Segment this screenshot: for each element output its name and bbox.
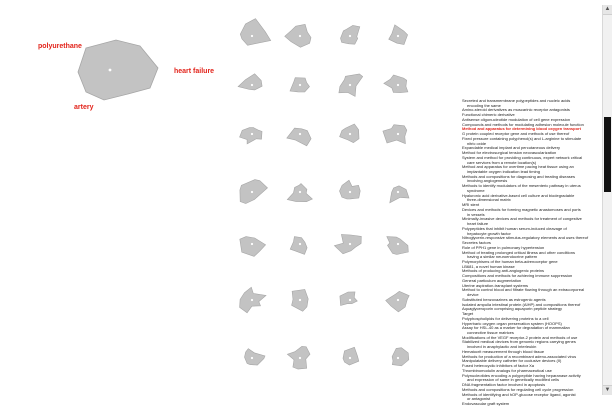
- patent-title-list: [462, 99, 608, 407]
- blob-outline: [390, 186, 409, 203]
- blob-shape[interactable]: [383, 125, 407, 144]
- patent-title-item[interactable]: nitric oxide: [467, 141, 487, 146]
- scrollbar-thumb[interactable]: [604, 117, 611, 192]
- blob-dot: [299, 299, 301, 301]
- patent-title-item[interactable]: Target: [462, 312, 474, 317]
- blob-shape[interactable]: [240, 237, 266, 257]
- patent-title-item[interactable]: Polypeptides that inhibit human serum-induced cleavage of: [462, 226, 567, 231]
- blob-dot: [251, 84, 253, 86]
- blob-dot: [251, 299, 253, 301]
- blob-outline: [386, 291, 410, 312]
- blob-dot: [299, 133, 301, 135]
- patent-title-item[interactable]: encoding the same: [467, 103, 501, 108]
- blob-outline: [340, 292, 357, 306]
- blob-shape[interactable]: [343, 347, 359, 365]
- patent-title-item[interactable]: Functional chimeric derivative: [462, 113, 515, 118]
- blob-shape[interactable]: [287, 184, 312, 202]
- patent-title-item[interactable]: Compositions and methods for achieving immune suppression: [462, 274, 573, 279]
- patent-title-item[interactable]: Compounds and methods for modulating adhesion molecule function: [462, 122, 584, 127]
- blob-dot: [397, 357, 399, 359]
- blob-shape[interactable]: [389, 25, 408, 45]
- blob-outline: [384, 75, 408, 93]
- patent-title-item[interactable]: Secreted and transmembrane polypeptides and nucleic acids: [462, 99, 571, 103]
- blob-outline: [340, 180, 361, 199]
- blob-outline: [245, 349, 266, 366]
- keyword-polyurethane[interactable]: polyurethane: [38, 43, 82, 50]
- selected-blob[interactable]: [78, 40, 158, 100]
- patent-title-item[interactable]: having a similar neuroendocrine pattern: [467, 255, 538, 260]
- patent-title-item[interactable]: hepatocyte growth factor: [467, 231, 511, 236]
- patent-title-item[interactable]: Polyphospholipids for delivering proteins to a cell: [462, 316, 549, 321]
- blob-dot: [299, 84, 301, 86]
- patent-title-item[interactable]: Method and apparatus for determining blood oxygen transport: [462, 127, 581, 132]
- blob-shape[interactable]: [339, 74, 363, 97]
- patent-title-item[interactable]: General particulum augmentation: [462, 278, 522, 283]
- patent-title-item[interactable]: implantable oxygen indication lead timing: [467, 170, 540, 175]
- blob-dot: [397, 35, 399, 37]
- patent-title-item[interactable]: Substituted benzoxazines as estrogenic agents: [462, 297, 546, 302]
- patent-title-item[interactable]: MRI stent: [462, 203, 480, 208]
- blob-shape[interactable]: [392, 348, 409, 366]
- blob-dot: [251, 357, 253, 359]
- patent-title-item[interactable]: DNA fragmentation factor involved in apoptosis: [462, 383, 546, 388]
- blob-shape[interactable]: [340, 292, 357, 306]
- blob-outline: [285, 24, 311, 47]
- patent-title-item[interactable]: Fixed pressure containing polyphenol(s) and L-arginine to stimulate: [462, 136, 582, 141]
- patent-title-item[interactable]: device: [467, 293, 479, 298]
- patent-title-item[interactable]: Isolated ampulla intestinal protein (AIHP) and compositions thereof: [462, 302, 581, 307]
- blob-shape[interactable]: [240, 180, 268, 204]
- patent-title-item[interactable]: Antisense oligonucleotide modulation of cell gene expression: [462, 117, 571, 122]
- patent-title-item[interactable]: Method of treating prolonged critical illness and other conditions: [462, 250, 575, 255]
- up-arrow-icon[interactable]: ▲: [603, 5, 612, 15]
- patent-title-item[interactable]: Hyaluronic acid derivative-based cell culture and biodegradable: [462, 193, 575, 198]
- blob-dot: [349, 243, 351, 245]
- blob-shape[interactable]: [240, 287, 266, 313]
- blob-outline: [387, 237, 409, 255]
- vertical-scrollbar[interactable]: [602, 5, 612, 395]
- patent-title-item[interactable]: Assay for HSL-40 as a marker for degradation of mammalian: [462, 326, 570, 331]
- patent-title-item[interactable]: Devices and methods for forming magnetic anastomoses and ports: [462, 207, 581, 212]
- blob-outline: [389, 25, 408, 45]
- blob-dot: [299, 243, 301, 245]
- patent-title-item[interactable]: in vessels: [467, 212, 485, 217]
- patent-title-item[interactable]: Methods of producing anti-angiogenic proteins: [462, 269, 545, 274]
- patent-title-item[interactable]: Method and apparatus for overtime pacing heat tissue using an: [462, 165, 574, 170]
- blob-dot: [349, 84, 351, 86]
- patent-title-item[interactable]: Thrombinomodulin analogs for pharmaceutical use: [462, 368, 552, 373]
- blob-dot: [349, 35, 351, 37]
- patent-title-item[interactable]: Polynucleotides encoding a polypeptide having heparanase activity: [462, 373, 581, 378]
- patent-title-item[interactable]: Method for electrosurgical tension neovascularization: [462, 151, 557, 156]
- blob-dot: [349, 133, 351, 135]
- patent-title-item[interactable]: connective tissue matrices: [467, 330, 514, 335]
- blob-shape[interactable]: [386, 291, 410, 312]
- blob-outline: [287, 346, 310, 369]
- blob-dot: [349, 191, 351, 193]
- blob-outline: [383, 125, 407, 144]
- blob-shape[interactable]: [238, 74, 262, 90]
- patent-title-item[interactable]: Manipulatable delivery catheter for occlusive devices (II): [462, 359, 562, 364]
- blob-outline: [343, 347, 359, 365]
- blob-dot: [299, 357, 301, 359]
- keyword-heart-failure[interactable]: heart failure: [174, 68, 215, 75]
- blob-dot: [349, 357, 351, 359]
- blob-shape[interactable]: [340, 180, 361, 199]
- patent-title-item[interactable]: Hematocrit measurement through blood tissue: [462, 349, 545, 354]
- patent-title-item[interactable]: heart failure: [467, 222, 489, 227]
- patent-title-item[interactable]: Polymorphisms of the human beta-adrenoceptor gene: [462, 259, 558, 264]
- keyword-artery[interactable]: artery: [74, 104, 94, 111]
- patent-title-item[interactable]: Hyperbaric oxygen organ preservation system (HOOPS): [462, 321, 562, 326]
- patent-title-item[interactable]: Methods for production of a recombinant adeno-associated virus: [462, 354, 577, 359]
- blob-shape[interactable]: [334, 235, 361, 254]
- blob-dot: [299, 35, 301, 37]
- blob-shape[interactable]: [287, 346, 310, 369]
- blob-dot: [251, 243, 253, 245]
- blob-shape[interactable]: [290, 78, 310, 92]
- blob-shape[interactable]: [390, 186, 409, 203]
- blob-outline: [334, 235, 361, 254]
- patent-title-item[interactable]: involving angiogenesis: [467, 179, 508, 184]
- blob-shape[interactable]: [245, 349, 266, 366]
- patent-title-item[interactable]: Expandable medical implant and percutaneous delivery: [462, 146, 561, 151]
- patent-title-item[interactable]: three-dimensional matrix: [467, 198, 511, 203]
- blob-dot: [397, 299, 399, 301]
- blob-outline: [238, 74, 262, 90]
- blob-dot: [349, 299, 351, 301]
- patent-title-item[interactable]: Methods and compositions for regulating cell cycle progression: [462, 387, 574, 392]
- blob-shape[interactable]: [290, 237, 307, 255]
- blob-shape[interactable]: [287, 128, 311, 146]
- blob-outline: [341, 25, 360, 44]
- patent-title-item[interactable]: Aquaglyceroporin comprising aquaporin peptide strategy: [462, 307, 563, 312]
- patent-title-item[interactable]: Fused heterocyclic inhibitors of factor Xa: [462, 364, 535, 369]
- patent-title-item[interactable]: Methods to identify modulators of the mesenteric pathway in uterus: [462, 184, 581, 189]
- blob-outline: [240, 237, 266, 257]
- blob-dot: [251, 35, 253, 37]
- blob-shape[interactable]: [240, 19, 270, 46]
- blob-dot: [251, 133, 253, 135]
- patent-title-item[interactable]: Stabilized medical devices from genomic regions carrying genes: [462, 340, 576, 345]
- patent-title-item[interactable]: Minimally-invasive devices and methods for treatment of congestive: [462, 217, 582, 222]
- patent-title-item[interactable]: or antagonist: [467, 397, 491, 402]
- patent-title-item[interactable]: Methods of identifying and hOP-glucose receptor ligand, agonist: [462, 392, 576, 397]
- blob-shape[interactable]: [387, 237, 409, 255]
- selected-blob-dot: [109, 69, 112, 72]
- patent-title-item[interactable]: Uterine aspiration-transplant systems: [462, 283, 529, 288]
- blob-shape[interactable]: [341, 25, 360, 44]
- blob-dot: [397, 243, 399, 245]
- patent-title-item[interactable]: Role of PPH1 gene in pulmonary hypertension: [462, 245, 545, 250]
- blob-dot: [251, 191, 253, 193]
- patent-title-item[interactable]: Nitroglycerin-responsive stimulus-regulatory elements and uses thereof: [462, 236, 589, 241]
- blob-dot: [397, 191, 399, 193]
- blob-shape[interactable]: [384, 75, 408, 93]
- blob-outline: [290, 237, 307, 255]
- patent-title-item[interactable]: involved in anaphylactic and interleukin: [467, 345, 537, 350]
- patent-title-item[interactable]: System and method for providing continuous, expert network critical: [462, 155, 583, 160]
- patent-title-item[interactable]: Method to control blood and filtrate flowing through an extracorporeal: [462, 288, 585, 293]
- blob-dot: [299, 191, 301, 193]
- blob-outline: [240, 180, 268, 204]
- patent-title-item[interactable]: and expression of same in genetically modified cells: [467, 378, 560, 383]
- blob-outline: [287, 128, 311, 146]
- patent-title-item[interactable]: Secretes factors: [462, 241, 491, 246]
- patent-title-item[interactable]: Modifications of the VEGF receptor-2 protein and methods of use: [462, 335, 578, 340]
- patent-title-item[interactable]: care services from a remote location(s): [467, 160, 537, 165]
- blob-shape[interactable]: [340, 124, 359, 143]
- blob-outline: [240, 128, 262, 144]
- patent-title-item[interactable]: Methods and compositions for diagnosing and treating diseases: [462, 174, 575, 179]
- patent-title-item[interactable]: G protein coupled receptor gene and methods of use thereof: [462, 132, 570, 137]
- patent-title-item[interactable]: LB681, a novel human kinase: [462, 264, 515, 269]
- patent-title-item[interactable]: Endovascular graft system: [462, 402, 510, 406]
- blob-outline: [392, 348, 409, 366]
- down-arrow-icon[interactable]: ▼: [604, 387, 611, 393]
- blob-shape[interactable]: [285, 24, 311, 47]
- blob-dot: [397, 133, 399, 135]
- blob-outline: [240, 19, 270, 46]
- blob-shape[interactable]: [240, 128, 262, 144]
- patent-title-item[interactable]: Amino-steroid derivatives as muscarinic receptor antagonists: [462, 108, 570, 113]
- blob-shape[interactable]: [292, 289, 309, 311]
- blob-dot: [397, 84, 399, 86]
- patent-title-item[interactable]: syndrome: [467, 188, 485, 193]
